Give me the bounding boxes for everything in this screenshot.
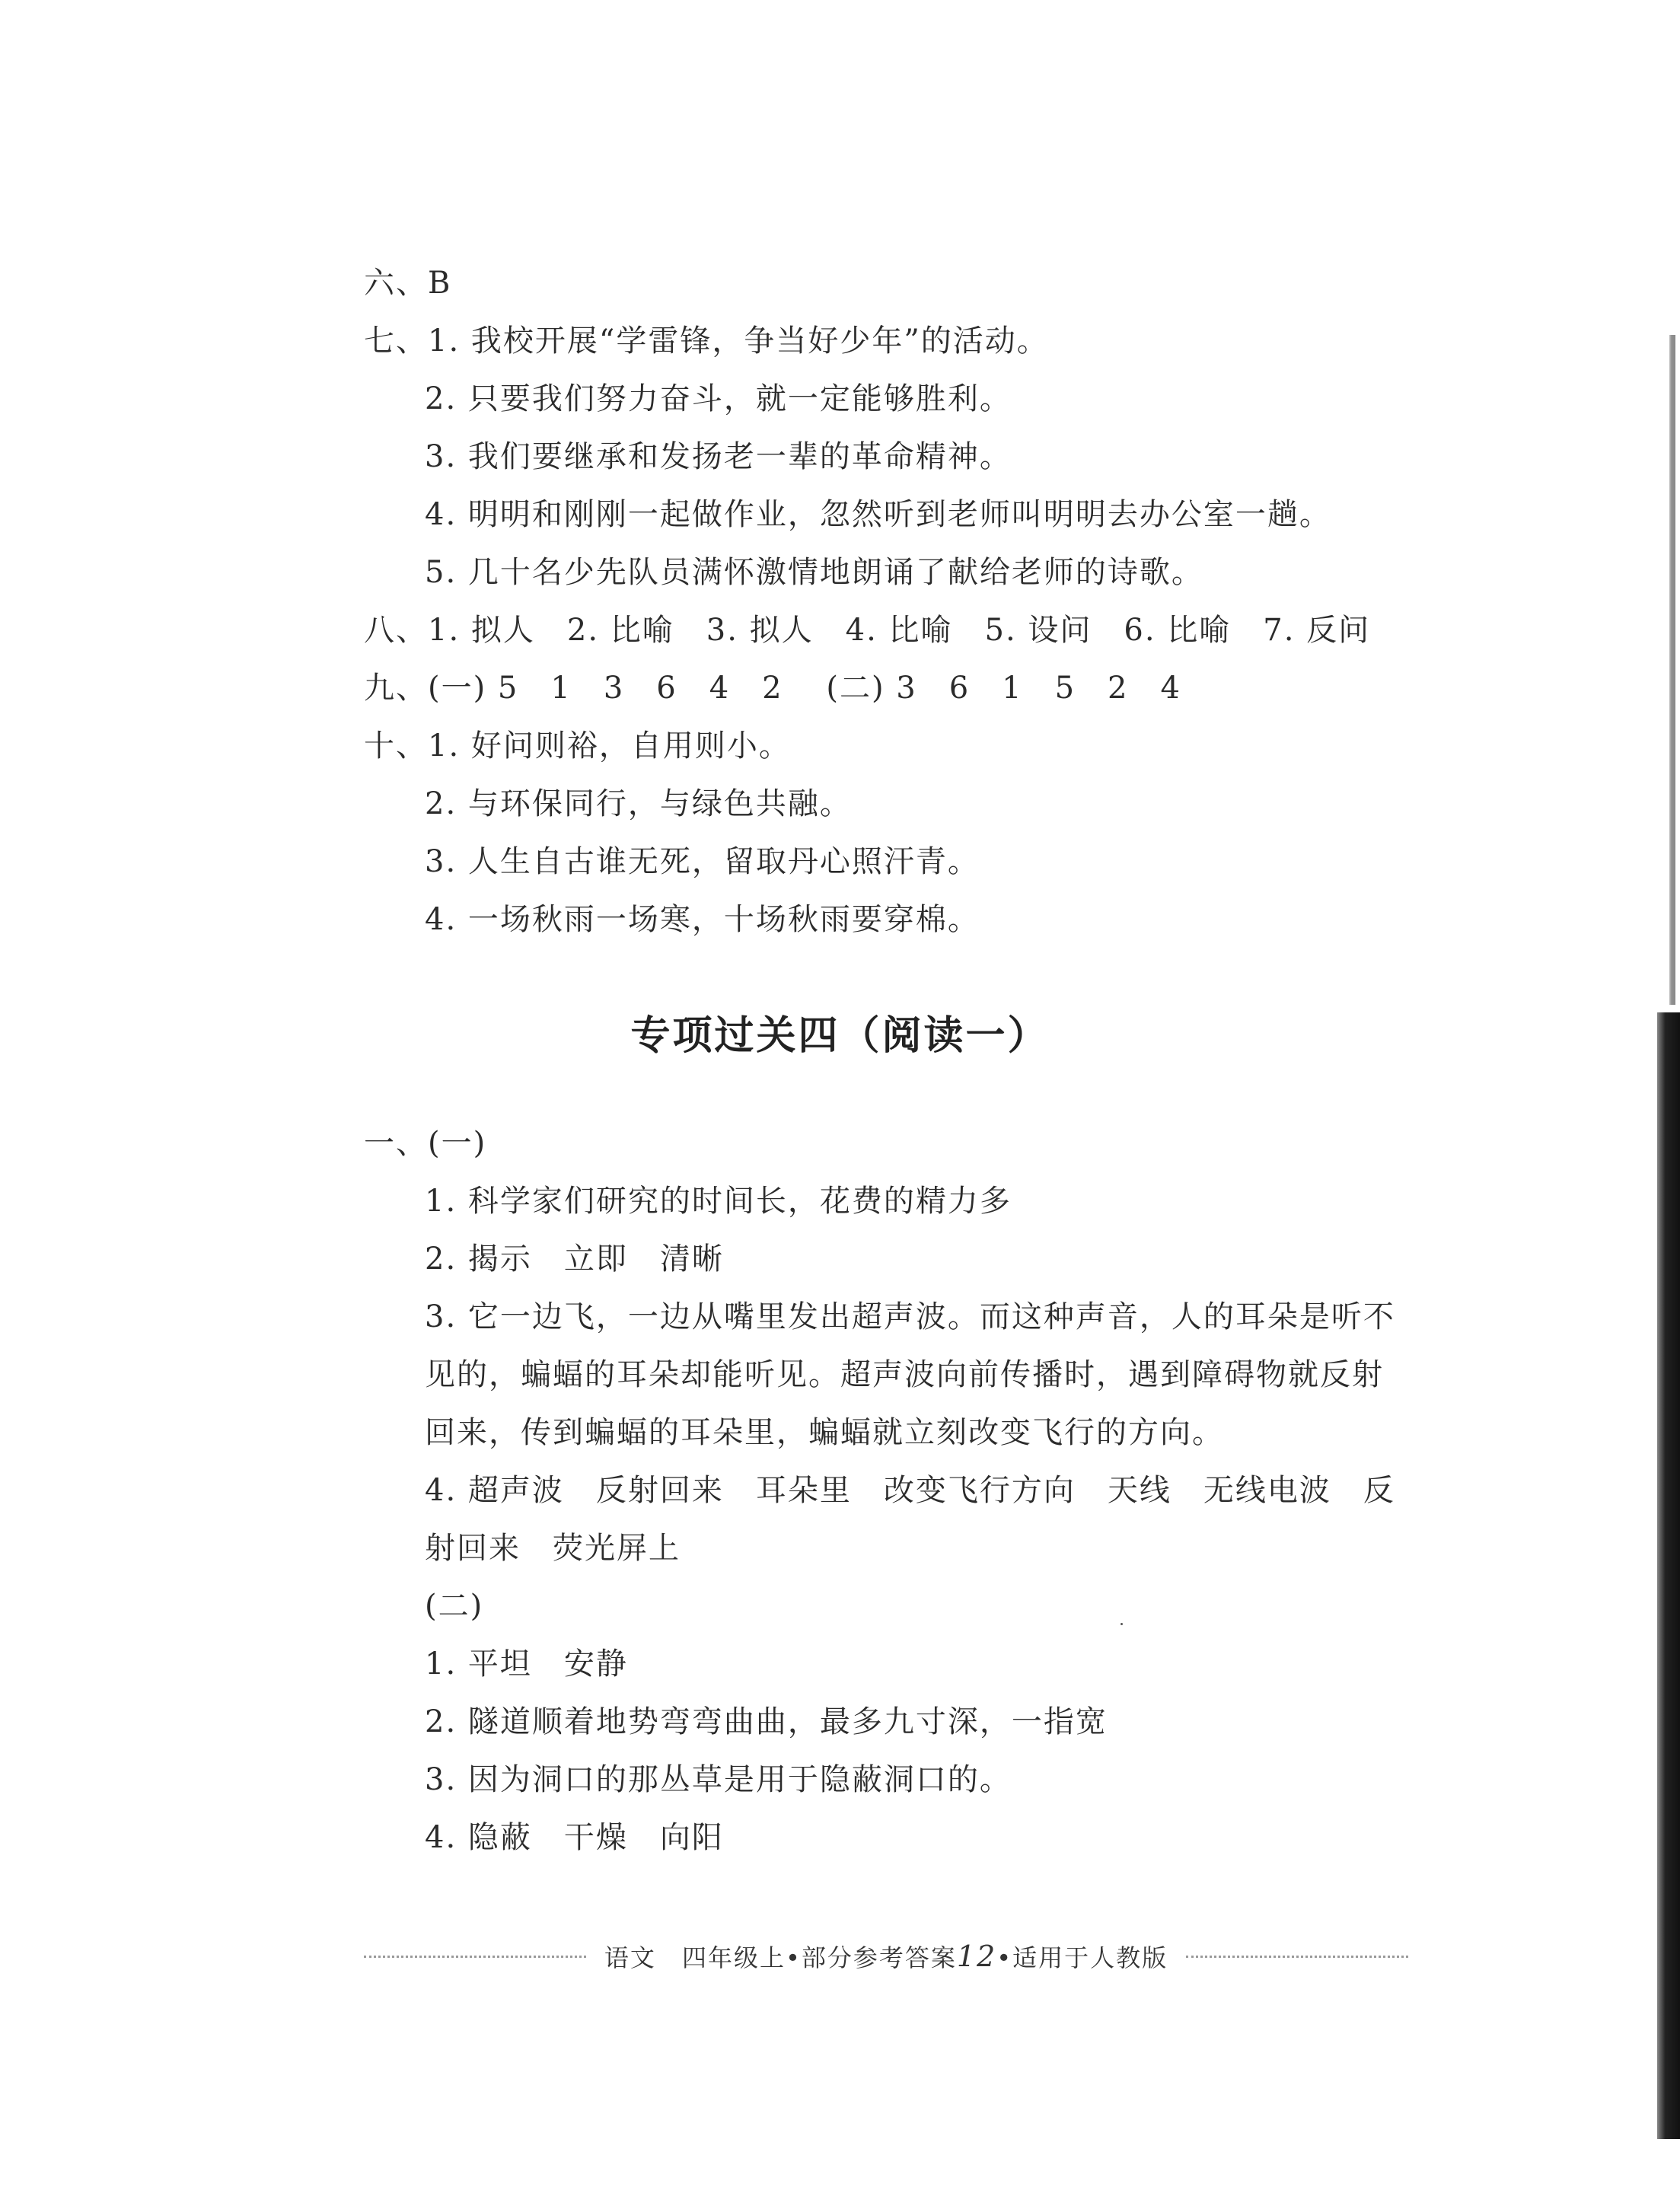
answer-line: 3. 我们要继承和发扬老一辈的革命精神。	[425, 439, 1012, 474]
answer-line: 3. 它一边飞，一边从嘴里发出超声波。而这种声音，人的耳朵是听不	[425, 1299, 1395, 1334]
answer-line: 4. 明明和刚刚一起做作业，忽然听到老师叫明明去办公室一趟。	[425, 497, 1331, 532]
answer-line: 九、(一) 5 1 3 6 4 2 (二) 3 6 1 5 2 4	[364, 671, 1181, 706]
answer-line: 2. 与环保同行，与绿色共融。	[425, 786, 852, 821]
footer-grade: 四年级上	[681, 1943, 786, 1972]
answer-line: 八、1. 拟人 2. 比喻 3. 拟人 4. 比喻 5. 设问 6. 比喻 7. 反问	[364, 613, 1371, 648]
answer-line: 2. 隧道顺着地势弯弯曲曲，最多九寸深，一指宽	[425, 1704, 1108, 1739]
footer-edition: 适用于人教版	[1012, 1943, 1168, 1972]
footer-label: 部分参考答案	[801, 1943, 957, 1972]
answer-line: 4. 超声波 反射回来 耳朵里 改变飞行方向 天线 无线电波 反	[425, 1473, 1395, 1508]
answer-line: 2. 只要我们努力奋斗，就一定能够胜利。	[425, 381, 1012, 416]
footer-divider-left	[364, 1956, 586, 1958]
section-title: 专项过关四（阅读一）	[630, 1013, 1050, 1059]
answer-line: 1. 科学家们研究的时间长，花费的精力多	[425, 1184, 1012, 1219]
answer-line: (二)	[425, 1589, 484, 1624]
answer-line: 3. 因为洞口的那丛草是用于隐蔽洞口的。	[425, 1762, 1012, 1797]
answer-line: 2. 揭示 立即 清晰	[425, 1242, 724, 1277]
answer-line: 一、(一)	[364, 1126, 487, 1161]
answer-line: 十、1. 好问则裕，自用则小。	[364, 728, 791, 763]
answer-line: 4. 一场秋雨一场寒，十场秋雨要穿棉。	[425, 902, 980, 937]
footer-text	[586, 1939, 1186, 1974]
page-number: 12	[956, 1940, 997, 1973]
answer-line: 七、1. 我校开展“学雷锋，争当好少年”的活动。	[364, 324, 1049, 359]
footer-subject: 语文	[604, 1943, 656, 1972]
answer-line: 1. 平坦 安静	[425, 1647, 628, 1682]
answer-line: 4. 隐蔽 干燥 向阳	[425, 1820, 724, 1855]
answer-line: 射回来 荧光屏上	[425, 1531, 681, 1566]
scan-edge-shadow	[1669, 335, 1675, 1005]
answer-line: 见的，蝙蝠的耳朵却能听见。超声波向前传播时，遇到障碍物就反射	[425, 1357, 1384, 1392]
answer-line: 5. 几十名少先队员满怀激情地朗诵了献给老师的诗歌。	[425, 555, 1203, 590]
footer-separator: •	[996, 1943, 1013, 1972]
footer-separator: •	[785, 1943, 802, 1972]
footer-divider-right	[1186, 1956, 1408, 1958]
answer-line: 回来，传到蝙蝠的耳朵里，蝙蝠就立刻改变飞行的方向。	[425, 1415, 1224, 1450]
page-footer	[364, 1941, 1408, 1972]
scan-speck	[1121, 1623, 1123, 1625]
answer-line: 六、B	[364, 266, 452, 301]
answer-line: 3. 人生自古谁无死，留取丹心照汗青。	[425, 844, 980, 879]
scan-edge-shadow	[1657, 1012, 1680, 2139]
